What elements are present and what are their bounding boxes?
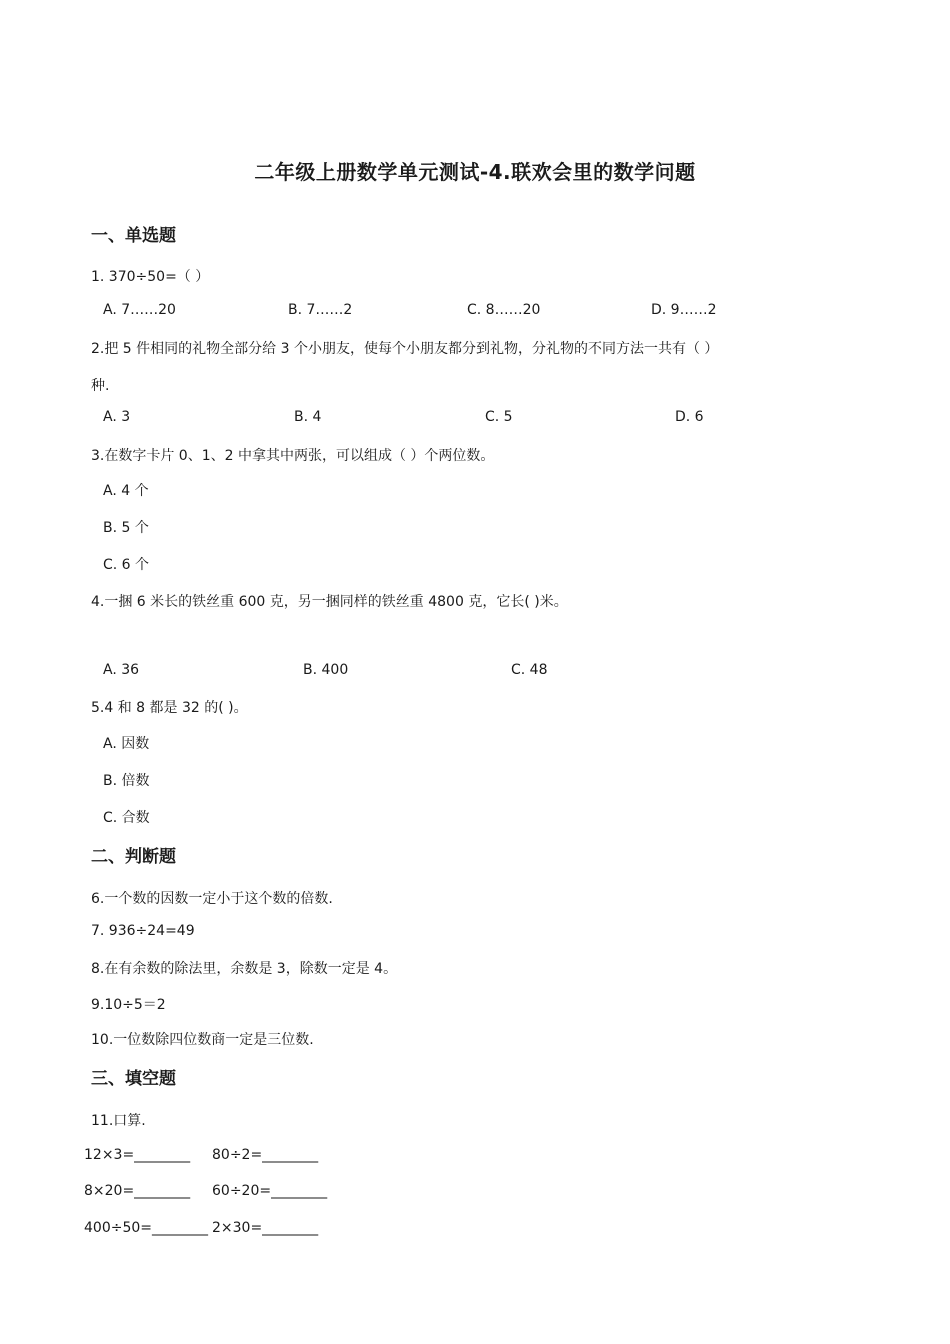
calc-row2-left: 8×20=________ [84,1183,191,1199]
q5-option-b: B. 倍数 [103,773,150,789]
page-title: 二年级上册数学单元测试-4.联欢会里的数学问题 [254,160,696,184]
question-2: 2.把 5 件相同的礼物全部分给 3 个小朋友，使每个小朋友都分到礼物，分礼物的不同方法一共有（ ） [91,341,719,357]
q4-option-b: B. 400 [303,662,349,678]
calc-row3-left: 400÷50=________ [84,1220,208,1236]
q3-option-a: A. 4 个 [103,483,149,499]
q3-option-c: C. 6 个 [103,557,150,573]
calc-row1-left: 12×3=________ [84,1147,191,1163]
question-1: 1. 370÷50=（ ） [91,269,210,285]
question-2-continued: 种. [91,378,110,394]
q1-option-b: B. 7……2 [288,302,353,318]
question-4: 4.一捆 6 米长的铁丝重 600 克，另一捆同样的铁丝重 4800 克，它长( )米。 [91,594,568,610]
q2-option-b: B. 4 [294,409,322,425]
calc-row3-right: 2×30=________ [212,1220,319,1236]
question-5: 5.4 和 8 都是 32 的( )。 [91,700,248,716]
q1-option-d: D. 9……2 [651,302,717,318]
question-3: 3.在数字卡片 0、1、2 中拿其中两张，可以组成（ ）个两位数。 [91,448,495,464]
question-11: 11.口算. [91,1113,146,1129]
q2-option-c: C. 5 [485,409,513,425]
q1-option-c: C. 8……20 [467,302,541,318]
question-10: 10.一位数除四位数商一定是三位数. [91,1032,314,1048]
calc-row2-right: 60÷20=________ [212,1183,328,1199]
question-6: 6.一个数的因数一定小于这个数的倍数. [91,891,333,907]
calc-row1-right: 80÷2=________ [212,1147,319,1163]
q2-option-a: A. 3 [103,409,131,425]
question-7: 7. 936÷24=49 [91,923,195,939]
question-9: 9.10÷5＝2 [91,997,166,1013]
q2-option-d: D. 6 [675,409,704,425]
q5-option-c: C. 合数 [103,810,150,826]
q4-option-a: A. 36 [103,662,140,678]
q4-option-c: C. 48 [511,662,548,678]
section-heading-fill-in: 三、填空题 [91,1069,176,1089]
q1-option-a: A. 7……20 [103,302,176,318]
q5-option-a: A. 因数 [103,736,150,752]
section-heading-true-false: 二、判断题 [91,847,176,867]
section-heading-single-choice: 一、单选题 [91,226,176,246]
q3-option-b: B. 5 个 [103,520,149,536]
question-8: 8.在有余数的除法里，余数是 3，除数一定是 4。 [91,961,398,977]
